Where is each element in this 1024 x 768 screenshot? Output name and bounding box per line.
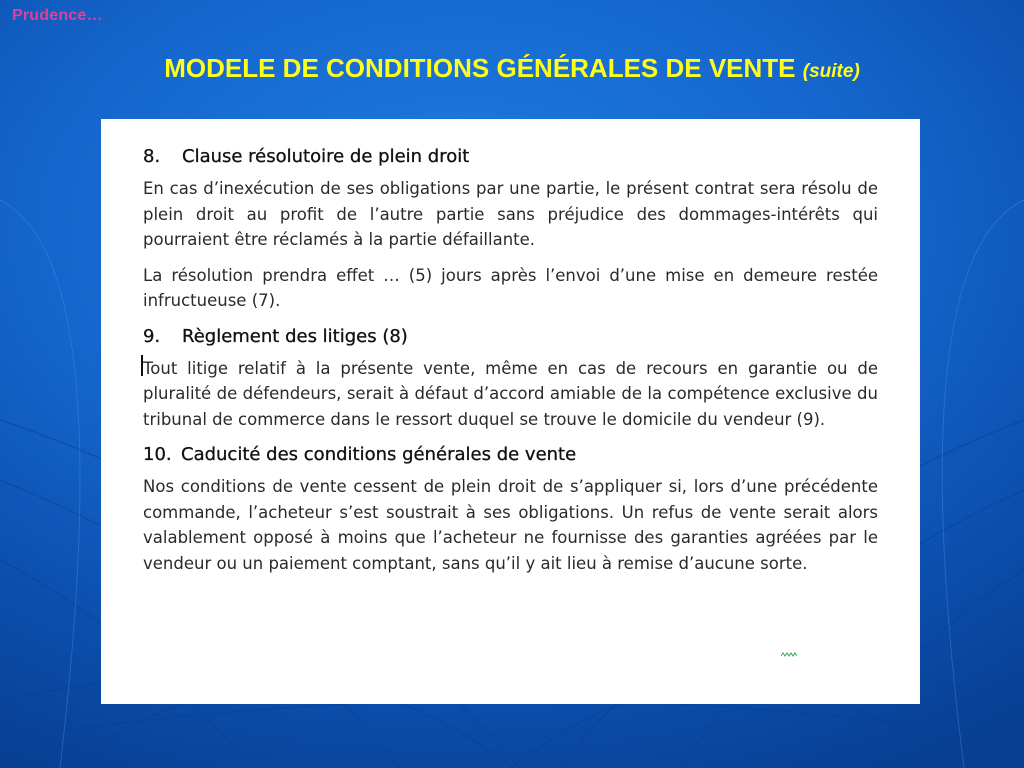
section-number: 8.	[143, 146, 161, 167]
text-cursor	[141, 355, 143, 376]
section-number: 9.	[143, 325, 161, 347]
section-heading-10	[143, 442, 878, 468]
section-heading-8	[143, 144, 878, 170]
section-paragraph: Nos conditions de vente cessent de plein droit de s’appliquer si, lors d’une précédente commande, l’acheteur s’est soustrait à ses obligations. Un refus de vente serait alors valablement opposé à moins que l’acheteur ne fournisse des garanties agréées par le vendeur ou un paiement comptant, sans qu’il y ait lieu à remise d’aucune sorte.	[143, 477, 878, 573]
document-panel	[101, 119, 920, 704]
slide-title	[0, 53, 1024, 84]
section-title: Règlement des litiges (8)	[182, 325, 408, 347]
corner-label: Prudence…	[12, 7, 103, 24]
section-title: Caducité des conditions générales de vente	[181, 444, 577, 465]
section-paragraph: En cas d’inexécution de ses obligations par une partie, le présent contrat sera résolu de plein droit au profit de l’autre partie sans préjudice des dommages-intérêts qui pourraient être réclamés à la partie défaillante.	[143, 179, 878, 249]
section-heading-9	[143, 324, 878, 350]
spellcheck-squiggle-icon	[781, 651, 797, 659]
section-number: 10.	[143, 444, 172, 465]
section-paragraph: Tout litige relatif à la présente vente, même en cas de recours en garantie ou de pluralité de défendeurs, serait à défaut d’accord amiable de la compétence exclusive du tribunal de commerce dans le ressort duquel se trouve le domicile du vendeur (9).	[143, 358, 878, 429]
section-title: Clause résolutoire de plein droit	[182, 146, 470, 167]
section-paragraph: La résolution prendra effet … (5) jours après l’envoi d’une mise en demeure restée infructueuse (7).	[143, 265, 878, 310]
slide-title-suffix: (suite)	[802, 61, 860, 82]
slide-title-main: MODELE DE CONDITIONS GÉNÉRALES DE VENTE	[164, 53, 796, 83]
